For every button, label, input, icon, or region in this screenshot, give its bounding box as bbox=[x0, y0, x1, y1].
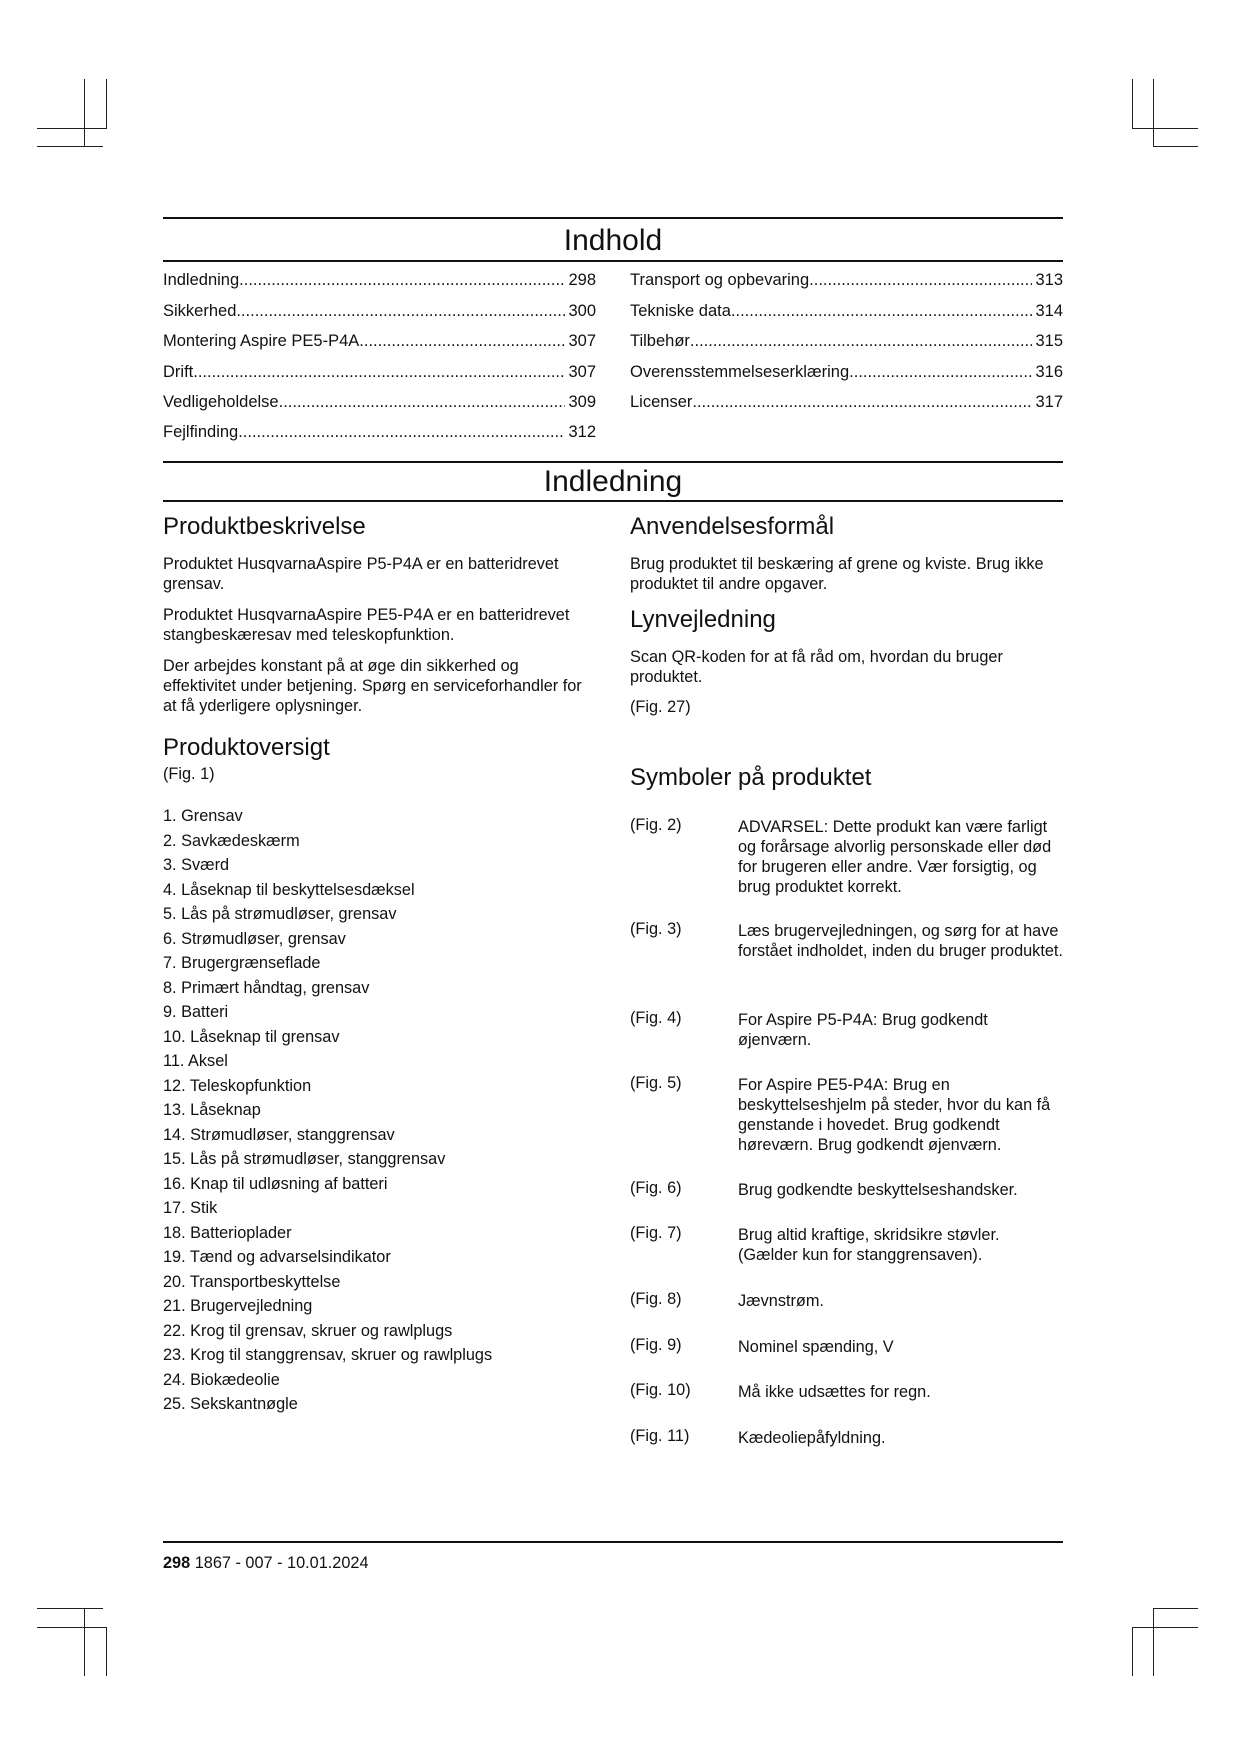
toc-entry-label: Montering Aspire PE5-P4A bbox=[163, 332, 360, 350]
intro-top-rule bbox=[163, 461, 1063, 463]
crop-mark bbox=[1132, 1627, 1198, 1628]
symbol-desc: ADVARSEL: Dette produkt kan være farligt og forårsage alvorlig personskade eller død for brugeren eller andre. Vær forsigtig, og brug produktet korrekt. bbox=[738, 818, 1052, 896]
symbol-desc: For Aspire PE5-P4A: Brug en beskyttelseshjelm på steder, hvor du kan få genstande i hovedet. Brug godkendt høreværn. Brug godkendt øjenværn. bbox=[738, 1076, 1051, 1154]
toc-entry[interactable] bbox=[630, 360, 1063, 382]
toc-entry-page: 314 bbox=[1035, 302, 1063, 320]
toc-entry[interactable] bbox=[163, 390, 596, 412]
toc-entry-label: Overensstemmelseserklæring bbox=[630, 363, 850, 381]
toc-entry-page: 298 bbox=[568, 271, 596, 289]
toc-entry[interactable] bbox=[630, 390, 1063, 412]
crop-mark bbox=[1153, 1608, 1154, 1676]
crop-mark bbox=[84, 1608, 85, 1676]
list-item: 24. Biokædeolie bbox=[163, 1370, 280, 1389]
list-item: 13. Låseknap bbox=[163, 1101, 261, 1119]
symbol-desc: For Aspire P5-P4A: Brug godkendt øjenværn. bbox=[738, 1011, 988, 1049]
crop-mark bbox=[1132, 128, 1198, 129]
list-item: 21. Brugervejledning bbox=[163, 1297, 313, 1315]
list-item: 5. Lås på strømudløser, grensav bbox=[163, 905, 397, 923]
document-id: 1867 - 007 - 10.01.2024 bbox=[194, 1554, 369, 1572]
toc-entry-page: 300 bbox=[568, 302, 596, 320]
list-item: 22. Krog til grensav, skruer og rawlplugs bbox=[163, 1321, 453, 1340]
toc-entry[interactable] bbox=[163, 360, 596, 382]
toc-entry-page: 309 bbox=[568, 393, 596, 411]
toc-entry[interactable] bbox=[163, 329, 596, 351]
toc-entry-label: Licenser bbox=[630, 393, 693, 411]
toc-entry-label: Sikkerhed bbox=[163, 302, 237, 320]
produktoversigt-list bbox=[163, 804, 603, 1417]
crop-mark bbox=[37, 1608, 103, 1609]
symbol-fig: (Fig. 7) bbox=[630, 1224, 682, 1242]
toc-entry-page: 316 bbox=[1035, 363, 1063, 381]
toc-entry[interactable] bbox=[630, 268, 1063, 290]
list-item: 1. Grensav bbox=[163, 807, 243, 825]
crop-mark bbox=[1153, 1608, 1198, 1609]
list-item: 9. Batteri bbox=[163, 1003, 229, 1021]
symbol-fig: (Fig. 9) bbox=[630, 1336, 682, 1354]
symbol-desc: Nominel spænding, V bbox=[738, 1338, 894, 1356]
anvendelse-paragraph: Brug produktet til beskæring af grene og kviste. Brug ikke produktet til andre opgaver. bbox=[630, 555, 1044, 593]
symbol-desc: Jævnstrøm. bbox=[738, 1292, 824, 1310]
produktbeskrivelse-heading: Produktbeskrivelse bbox=[163, 513, 366, 540]
list-item: 16. Knap til udløsning af batteri bbox=[163, 1174, 388, 1193]
list-item: 6. Strømudløser, grensav bbox=[163, 929, 346, 948]
anvendelse-heading: Anvendelsesformål bbox=[630, 513, 835, 540]
list-item: 20. Transportbeskyttelse bbox=[163, 1272, 341, 1291]
toc-entry-label: Drift bbox=[163, 363, 194, 381]
toc-entry-page: 317 bbox=[1035, 393, 1063, 411]
footer-rule bbox=[163, 1541, 1063, 1543]
list-item: 11. Aksel bbox=[163, 1052, 228, 1070]
toc-entry-page: 313 bbox=[1035, 271, 1063, 289]
list-item: 15. Lås på strømudløser, stanggrensav bbox=[163, 1150, 446, 1168]
symbol-fig: (Fig. 3) bbox=[630, 920, 682, 938]
lynvejledning-paragraph: Scan QR-koden for at få råd om, hvordan du bruger produktet. bbox=[630, 648, 1003, 686]
list-item: 18. Batterioplader bbox=[163, 1223, 292, 1242]
toc-entry[interactable] bbox=[163, 299, 596, 321]
toc-entry[interactable] bbox=[630, 329, 1063, 351]
crop-mark bbox=[1153, 146, 1198, 147]
symbol-fig: (Fig. 10) bbox=[630, 1381, 691, 1399]
toc-entry-page: 312 bbox=[568, 423, 596, 441]
crop-mark bbox=[37, 146, 103, 147]
toc-entry-label: Transport og opbevaring bbox=[630, 271, 810, 289]
intro-title: Indledning bbox=[543, 465, 683, 498]
symbol-fig: (Fig. 5) bbox=[630, 1074, 682, 1092]
symbol-desc: Læs brugervejledningen, og sørg for at have forstået indholdet, inden du bruger produktet. bbox=[738, 922, 1063, 960]
toc-top-rule bbox=[163, 217, 1063, 219]
crop-mark bbox=[37, 1627, 107, 1628]
toc-entry-label: Fejlfinding bbox=[163, 423, 239, 441]
page-number: 298 bbox=[163, 1554, 191, 1572]
list-item: 23. Krog til stanggrensav, skruer og rawlplugs bbox=[163, 1346, 493, 1364]
list-item: 17. Stik bbox=[163, 1199, 218, 1217]
toc-entry-page: 307 bbox=[568, 363, 596, 381]
toc-entry-label: Tekniske data bbox=[630, 302, 731, 320]
crop-mark bbox=[106, 1627, 107, 1676]
toc-entry-label: Tilbehør bbox=[630, 332, 690, 350]
produktbeskrivelse-paragraph: Produktet HusqvarnaAspire PE5-P4A er en batteridrevet stangbeskæresav med teleskopfunktion. bbox=[163, 606, 570, 644]
symbol-fig: (Fig. 8) bbox=[630, 1290, 682, 1308]
list-item: 25. Sekskantnøgle bbox=[163, 1395, 298, 1413]
list-item: 3. Sværd bbox=[163, 856, 230, 874]
toc-entry-page: 315 bbox=[1035, 332, 1063, 350]
produktoversigt-heading: Produktoversigt bbox=[163, 734, 330, 761]
lynvejledning-heading: Lynvejledning bbox=[630, 606, 776, 633]
toc-entry-label: Vedligeholdelse bbox=[163, 393, 279, 411]
crop-mark bbox=[1132, 1627, 1133, 1676]
list-item: 7. Brugergrænseflade bbox=[163, 954, 321, 972]
intro-title-rule bbox=[163, 500, 1063, 502]
produktbeskrivelse-paragraph: Der arbejdes konstant på at øge din sikkerhed og effektivitet under betjening. Spørg en serviceforhandler for at få yderligere oplysninger. bbox=[163, 657, 582, 715]
list-item: 4. Låseknap til beskyttelsesdæksel bbox=[163, 880, 415, 899]
toc-entry[interactable] bbox=[630, 299, 1063, 321]
crop-mark bbox=[84, 79, 85, 146]
list-item: 2. Savkædeskærm bbox=[163, 831, 300, 850]
symbol-desc: Brug altid kraftige, skridsikre støvler. (Gælder kun for stanggrensaven). bbox=[738, 1226, 1000, 1264]
symbol-fig: (Fig. 4) bbox=[630, 1009, 682, 1027]
produktbeskrivelse-paragraph: Produktet HusqvarnaAspire P5-P4A er en batteridrevet grensav. bbox=[163, 555, 559, 593]
crop-mark bbox=[1153, 79, 1154, 146]
symbol-fig: (Fig. 11) bbox=[630, 1427, 690, 1445]
produktoversigt-fig: (Fig. 1) bbox=[163, 765, 215, 783]
crop-mark bbox=[106, 79, 107, 128]
toc-title: Indhold bbox=[563, 224, 663, 257]
toc-entry-page: 307 bbox=[568, 332, 596, 350]
list-item: 10. Låseknap til grensav bbox=[163, 1027, 340, 1046]
symbol-desc: Brug godkendte beskyttelseshandsker. bbox=[738, 1181, 1018, 1199]
symbol-fig: (Fig. 6) bbox=[630, 1179, 682, 1197]
symbol-desc: Må ikke udsættes for regn. bbox=[738, 1383, 931, 1401]
list-item: 8. Primært håndtag, grensav bbox=[163, 978, 370, 997]
toc-entry[interactable] bbox=[163, 268, 596, 290]
crop-mark bbox=[37, 128, 107, 129]
list-item: 12. Teleskopfunktion bbox=[163, 1076, 312, 1095]
symbol-fig: (Fig. 2) bbox=[630, 816, 682, 834]
lynvejledning-fig: (Fig. 27) bbox=[630, 698, 691, 716]
symboler-heading: Symboler på produktet bbox=[630, 764, 872, 791]
toc-title-rule bbox=[163, 260, 1063, 262]
crop-mark bbox=[1132, 79, 1133, 128]
page-footer bbox=[163, 1553, 369, 1573]
list-item: 14. Strømudløser, stanggrensav bbox=[163, 1125, 395, 1144]
toc-entry-label: Indledning bbox=[163, 271, 240, 289]
list-item: 19. Tænd og advarselsindikator bbox=[163, 1248, 391, 1266]
toc-entry[interactable] bbox=[163, 420, 596, 442]
symbol-desc: Kædeoliepåfyldning. bbox=[738, 1429, 886, 1447]
